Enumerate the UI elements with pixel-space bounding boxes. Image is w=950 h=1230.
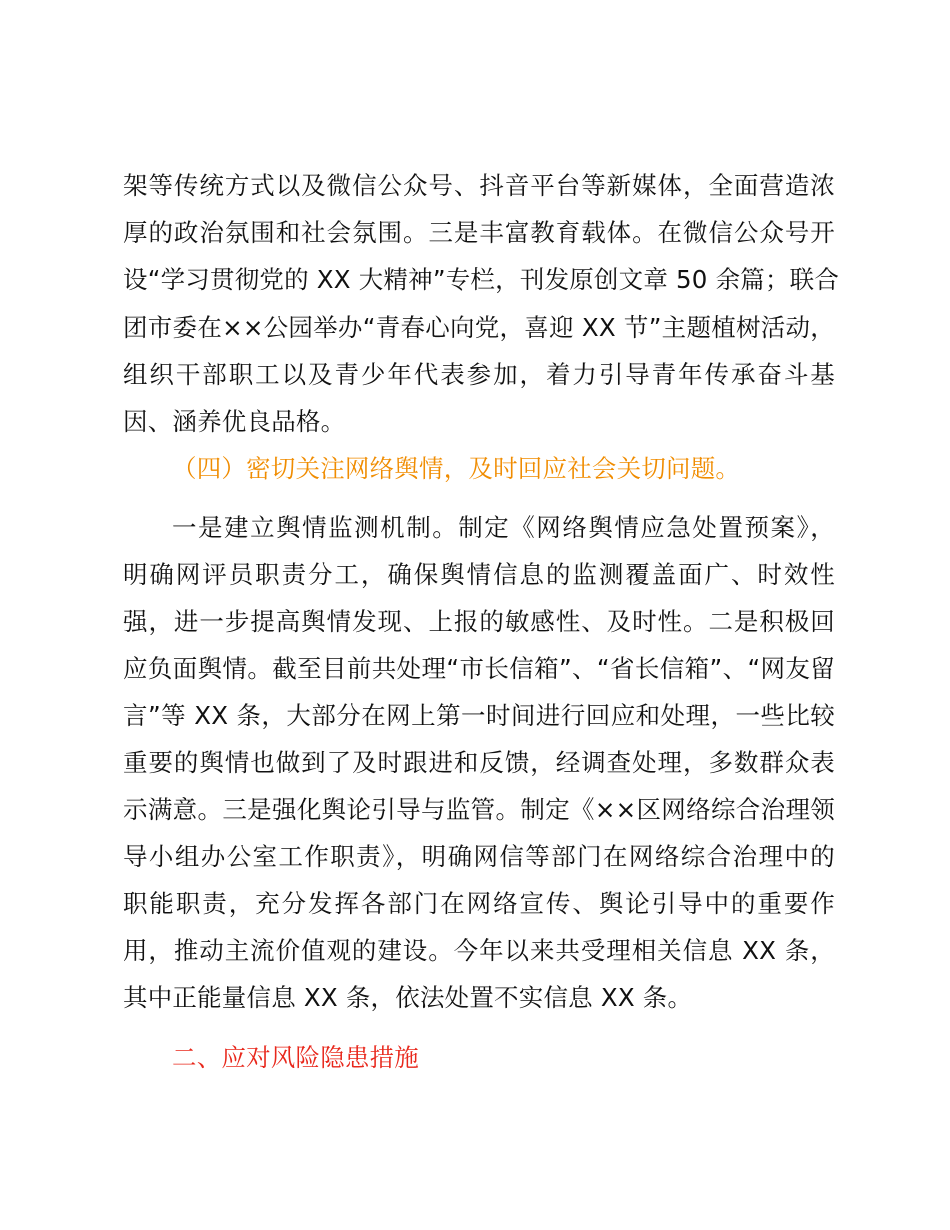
section-heading-2: 二、应对风险隐患措施 — [172, 1043, 419, 1072]
paragraph-line: 应负面舆情。截至目前共处理“市长信箱”、“省长信箱”、“网友留 — [123, 654, 835, 683]
paragraph-line: 强，进一步提高舆情发现、上报的敏感性、及时性。二是积极回 — [123, 607, 835, 636]
paragraph-line: 言”等 XX 条，大部分在网上第一时间进行回应和处理，一些比较 — [123, 701, 835, 730]
paragraph-line: 架等传统方式以及微信公众号、抖音平台等新媒体，全面营造浓 — [123, 171, 835, 200]
paragraph-line: 设“学习贯彻党的 XX 大精神”专栏，刊发原创文章 50 余篇；联合 — [123, 265, 840, 294]
paragraph-line: 因、涵养优良品格。 — [123, 407, 346, 436]
paragraph-line: 团市委在××公园举办“青春心向党，喜迎 XX 节”主题植树活动， — [123, 313, 835, 342]
paragraph-line: 职能职责，充分发挥各部门在网络宣传、舆论引导中的重要作 — [123, 889, 835, 918]
paragraph-line: 导小组办公室工作职责》，明确网信等部门在网络综合治理中的 — [123, 842, 835, 871]
paragraph-line: 用，推动主流价值观的建设。今年以来共受理相关信息 XX 条， — [123, 936, 835, 965]
paragraph-line: 重要的舆情也做到了及时跟进和反馈，经调查处理，多数群众表 — [123, 748, 835, 777]
paragraph-line: 组织干部职工以及青少年代表参加，着力引导青年传承奋斗基 — [123, 360, 835, 389]
paragraph-line: 示满意。三是强化舆论引导与监管。制定《××区网络综合治理领 — [123, 795, 835, 824]
paragraph-line: 其中正能量信息 XX 条，依法处置不实信息 XX 条。 — [123, 983, 693, 1012]
paragraph-line: 一是建立舆情监测机制。制定《网络舆情应急处置预案》， — [172, 513, 835, 542]
paragraph-line: 厚的政治氛围和社会氛围。三是丰富教育载体。在微信公众号开 — [123, 218, 835, 247]
section-heading-4: （四）密切关注网络舆情，及时回应社会关切问题。 — [172, 454, 741, 483]
paragraph-line: 明确网评员职责分工，确保舆情信息的监测覆盖面广、时效性 — [123, 560, 835, 589]
